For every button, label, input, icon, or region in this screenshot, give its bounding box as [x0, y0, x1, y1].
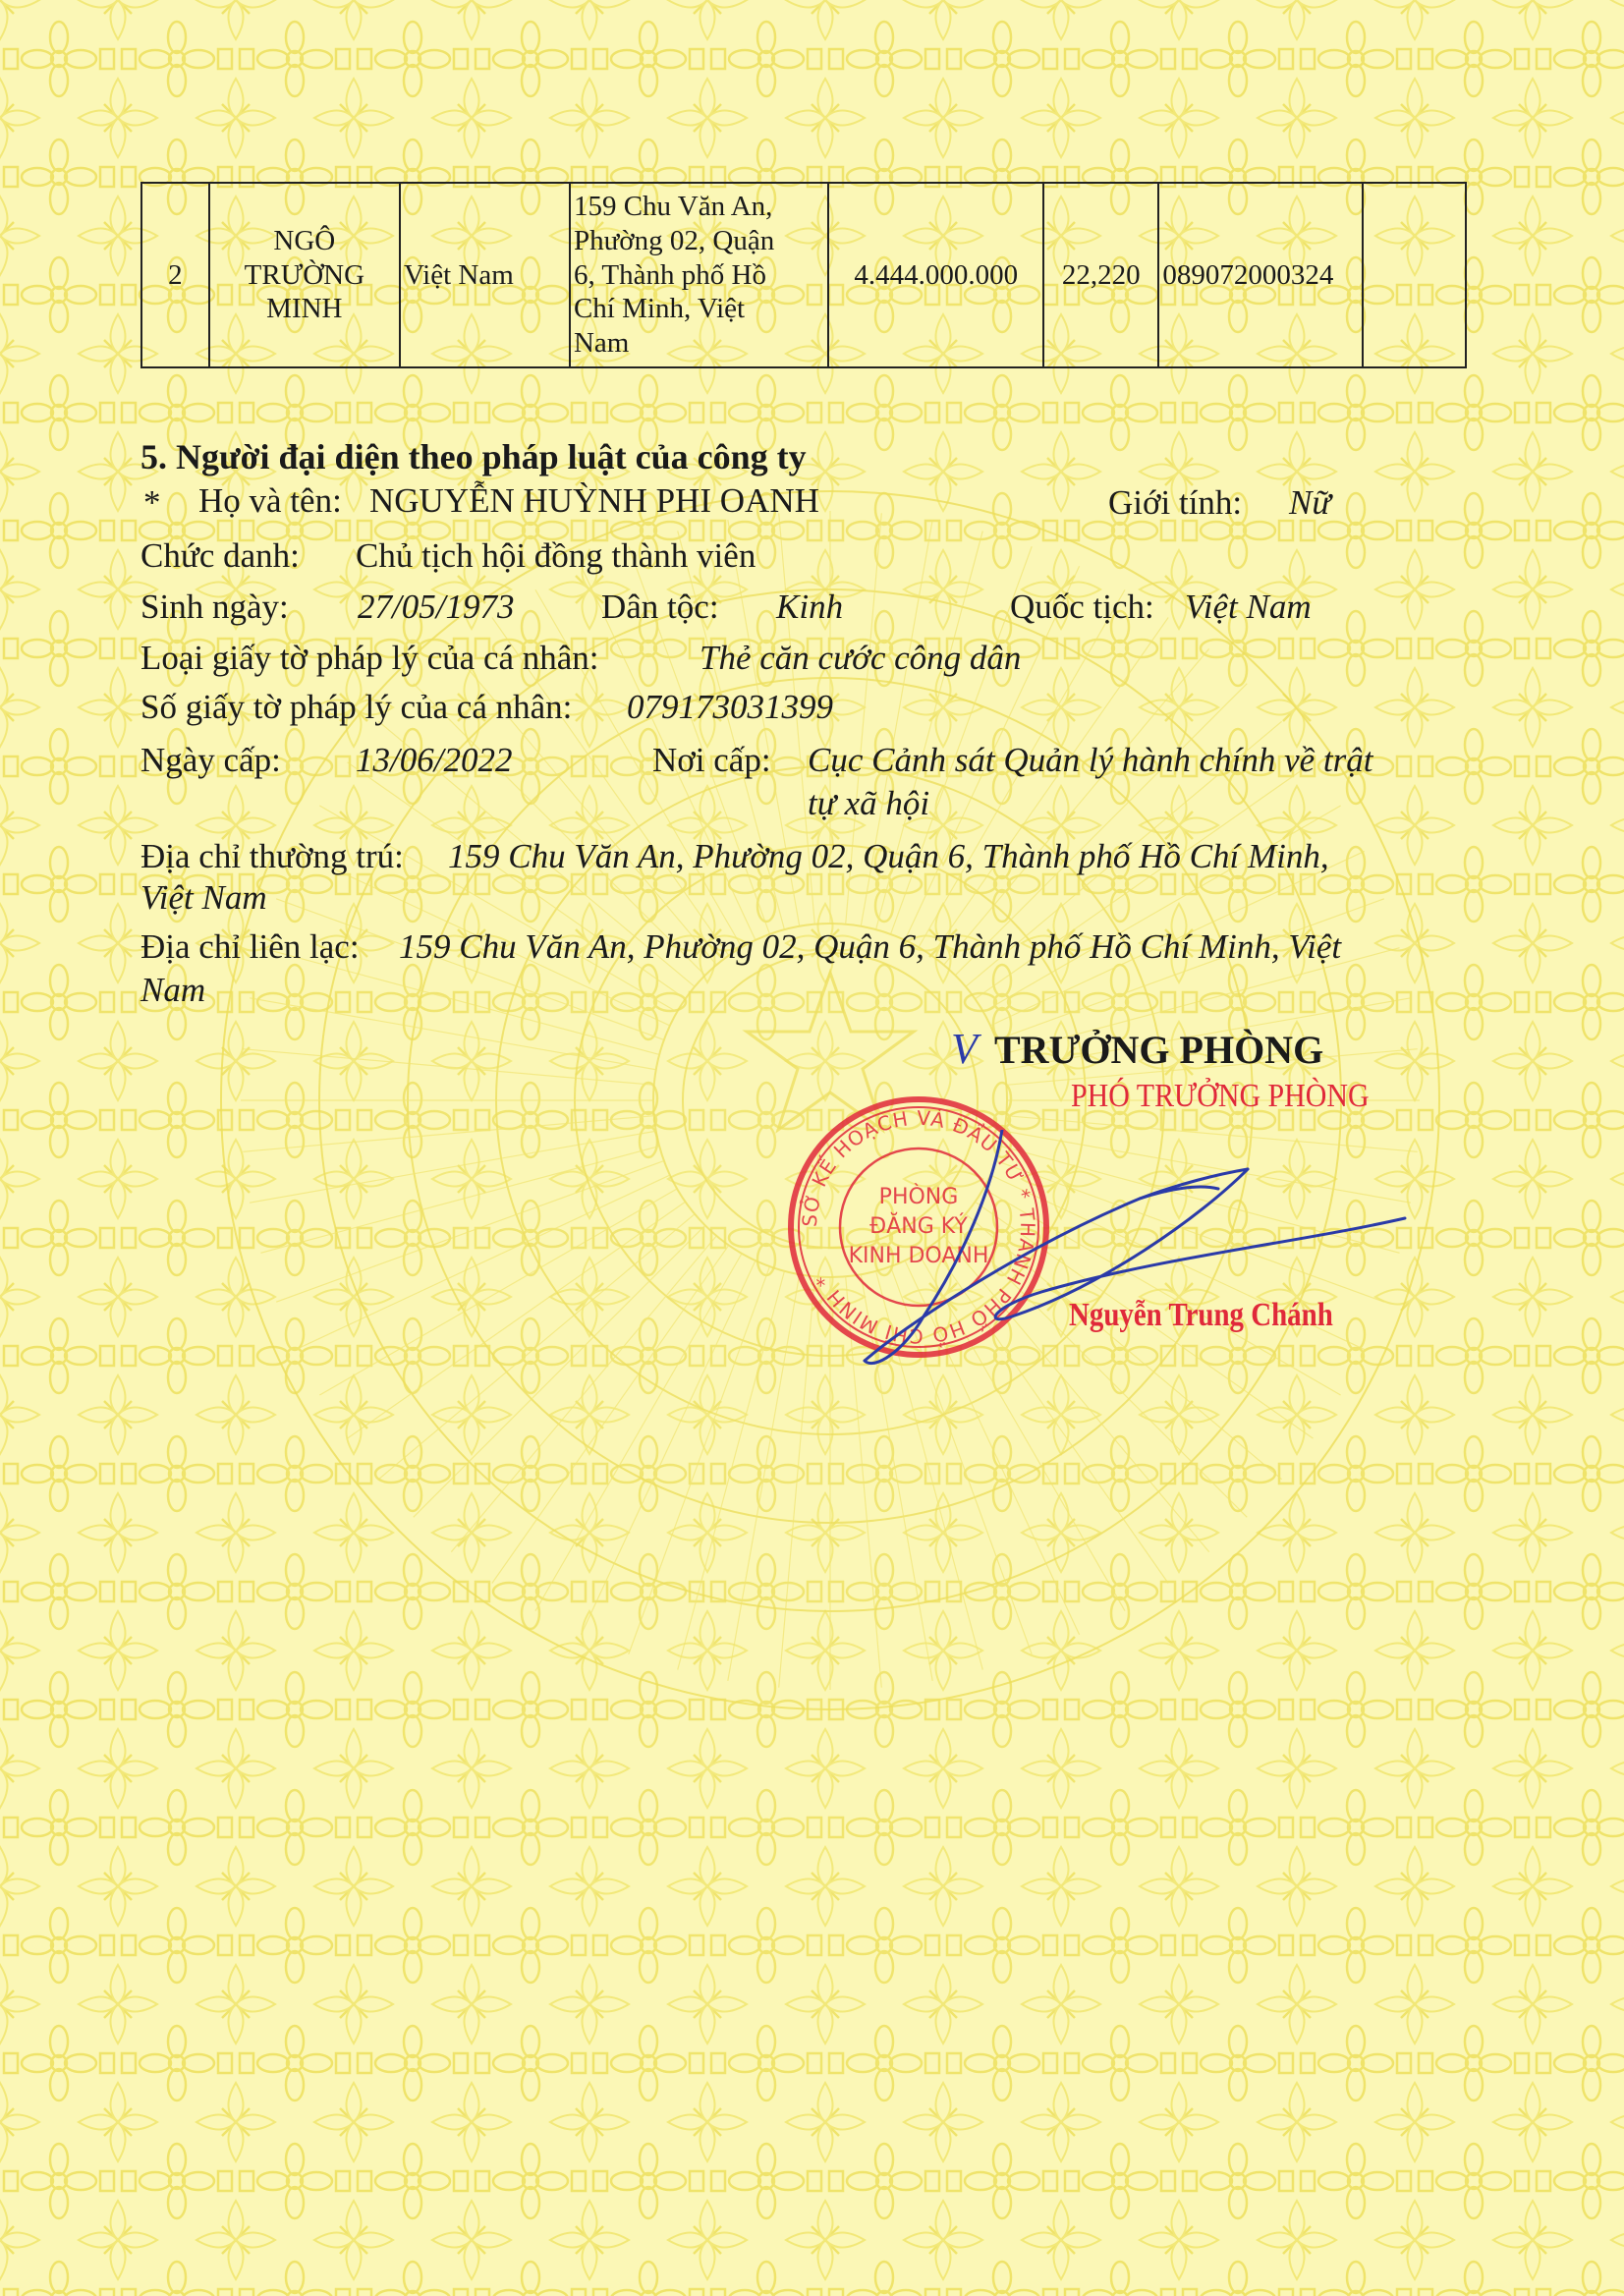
- name-label: Họ và tên:: [198, 481, 342, 520]
- cell-note: [1363, 183, 1466, 367]
- permanent-address-label: Địa chỉ thường trú:: [140, 837, 404, 875]
- issue-place-value: Cục Cảnh sát Quản lý hành chính về trật: [808, 741, 1373, 779]
- handwritten-signature: [845, 1130, 1434, 1375]
- dob-label: Sinh ngày:: [140, 588, 289, 626]
- address-line: 159 Chu Văn An,: [573, 191, 773, 222]
- address-line: Chí Minh, Việt: [573, 293, 746, 325]
- issue-place-value-cont: tự xã hội: [808, 784, 930, 822]
- nationality-label: Quốc tịch:: [1010, 588, 1154, 626]
- nationality-value: Việt Nam: [1185, 588, 1312, 626]
- signer-subtitle: PHÓ TRƯỞNG PHÒNG: [1071, 1078, 1370, 1114]
- section-title: 5. Người đại diện theo pháp luật của công ty: [140, 437, 807, 476]
- seal-center-line: PHÒNG: [878, 1185, 959, 1209]
- ethnicity-value: Kinh: [776, 588, 844, 626]
- signer-title: TRƯỞNG PHÒNG: [994, 1028, 1324, 1072]
- contact-address-label: Địa chỉ liên lạc:: [140, 927, 360, 966]
- permanent-address-value: 159 Chu Văn An, Phường 02, Quận 6, Thành phố Hồ Chí Minh,: [448, 837, 1329, 875]
- cell-member-name: [209, 183, 400, 367]
- seal-center-line: ĐĂNG KÝ: [869, 1214, 968, 1239]
- gender-label: Giới tính:: [1108, 483, 1243, 522]
- gender-value: Nữ: [1289, 483, 1331, 522]
- name-value: NGUYỄN HUỲNH PHI OANH: [369, 481, 819, 520]
- permanent-address-value-cont: Việt Nam: [140, 878, 267, 917]
- dob-value: 27/05/1973: [358, 588, 515, 626]
- position-value: Chủ tịch hội đồng thành viên: [356, 536, 756, 575]
- cell-nationality: Việt Nam: [400, 183, 570, 367]
- address-line: 6, Thành phố Hồ: [573, 258, 766, 291]
- doc-number-value: 079173031399: [627, 688, 833, 726]
- seal-ring-text: SỞ KẾ HOẠCH VÀ ĐẦU TƯ * THÀNH PHỐ HỒ CHÍ MINH *: [797, 1105, 1040, 1349]
- cell-id-number: 089072000324: [1158, 183, 1362, 367]
- member-name-line: TRƯỜNG: [244, 258, 365, 291]
- cell-percent: 22,220: [1043, 183, 1158, 367]
- cell-capital: 4.444.000.000: [828, 183, 1043, 367]
- members-table: [140, 182, 1467, 368]
- seal-center-line: KINH DOANH: [848, 1244, 989, 1268]
- check-mark: V: [951, 1025, 978, 1073]
- cell-address: [570, 183, 828, 367]
- address-line: Phường 02, Quận: [573, 224, 775, 256]
- issue-date-label: Ngày cấp:: [140, 741, 281, 779]
- bullet: *: [143, 483, 161, 522]
- doc-number-label: Số giấy tờ pháp lý của cá nhân:: [140, 688, 573, 726]
- contact-address-value: 159 Chu Văn An, Phường 02, Quận 6, Thành phố Hồ Chí Minh, Việt: [399, 927, 1342, 966]
- signer-name: Nguyễn Trung Chánh: [1069, 1297, 1333, 1333]
- table-row: [141, 183, 1466, 367]
- issue-place-label: Nơi cấp:: [652, 741, 771, 779]
- doc-type-label: Loại giấy tờ pháp lý của cá nhân:: [140, 639, 599, 677]
- contact-address-value-cont: Nam: [140, 971, 206, 1009]
- member-name-line: MINH: [266, 293, 343, 325]
- issue-date-value: 13/06/2022: [356, 741, 513, 779]
- member-name-line: NGÔ: [273, 224, 336, 256]
- doc-type-value: Thẻ căn cước công dân: [700, 639, 1022, 677]
- ethnicity-label: Dân tộc:: [601, 588, 719, 626]
- position-label: Chức danh:: [140, 536, 300, 575]
- cell-stt: 2: [141, 183, 209, 367]
- address-line: Nam: [573, 327, 630, 360]
